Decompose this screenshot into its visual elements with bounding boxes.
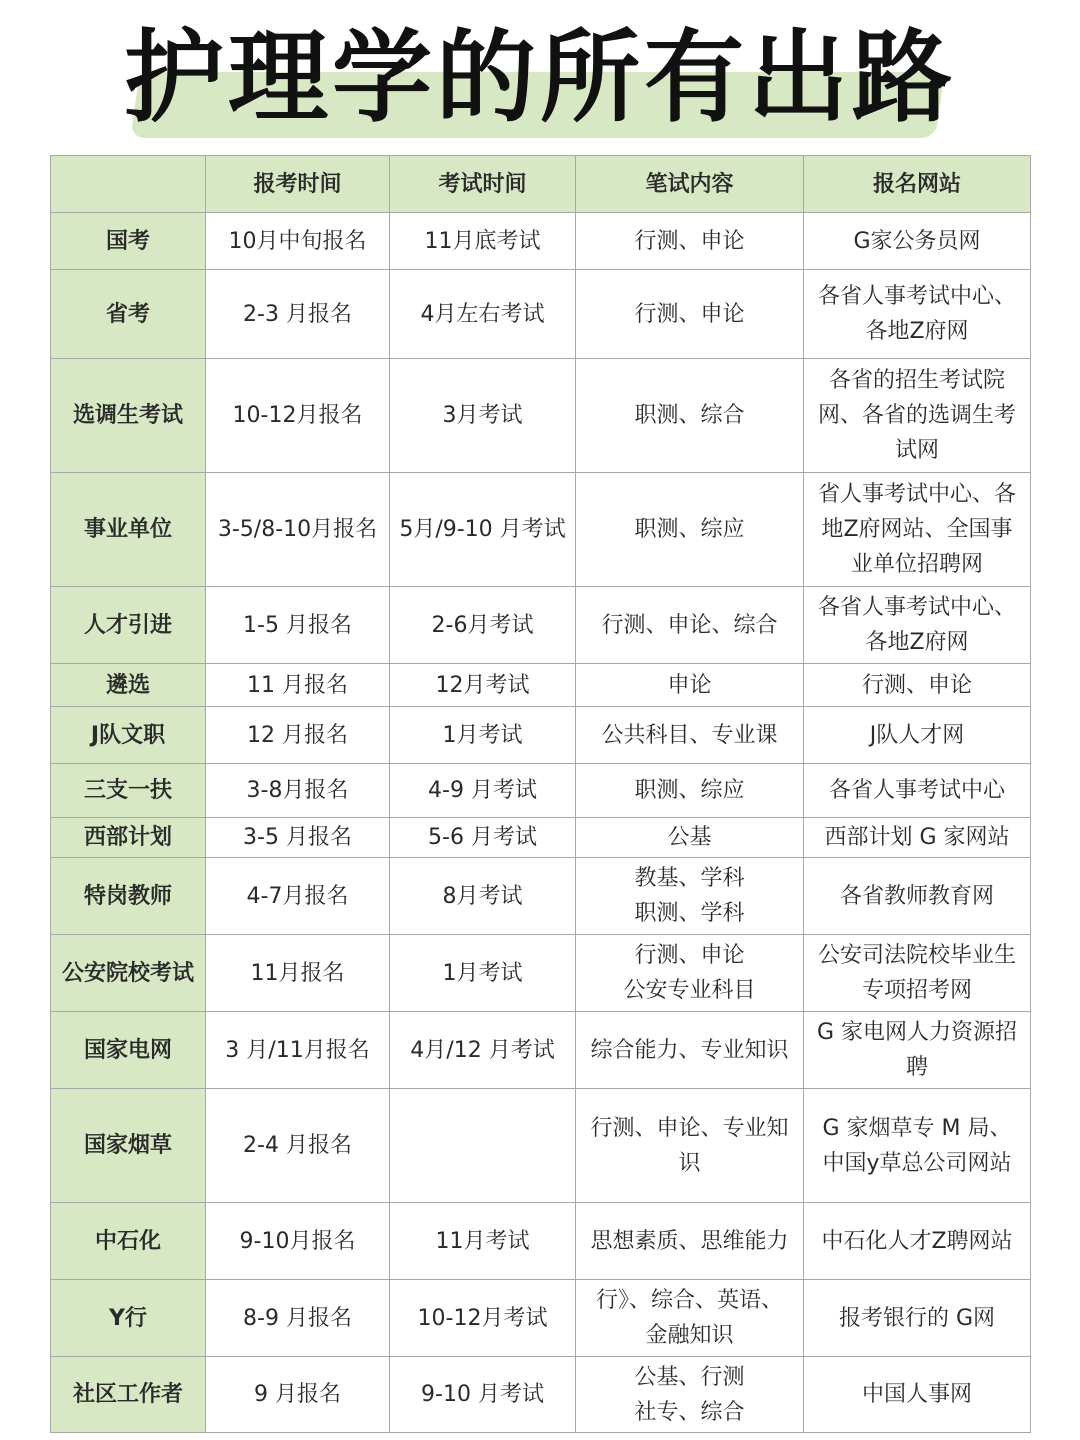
header-apply-time: 报考时间 <box>206 156 390 213</box>
apply-time-cell: 11 月报名 <box>206 664 390 707</box>
exam-content-cell <box>576 270 804 359</box>
table-row <box>51 473 1031 587</box>
exam-time-cell: 4-9 月考试 <box>390 764 576 818</box>
apply-site-cell-line: 各省人事考试中心、 <box>817 595 1016 620</box>
exam-content-cell-line: 综合能力、专业知识 <box>590 1037 789 1063</box>
apply-site-cell <box>804 1089 1031 1203</box>
career-table-container <box>50 155 1030 1433</box>
exam-content-cell <box>576 473 804 587</box>
exam-content-cell <box>576 935 804 1012</box>
exam-content-cell <box>576 858 804 935</box>
apply-site-cell-line: 中国人事网 <box>861 1382 972 1407</box>
exam-time-cell: 3月考试 <box>390 359 576 473</box>
exam-time-cell: 12月考试 <box>390 664 576 707</box>
apply-time-cell: 8-9 月报名 <box>206 1280 390 1357</box>
exam-time-cell: 5月/9-10 月考试 <box>390 473 576 587</box>
exam-content-cell-line: 行测、申论 <box>634 301 745 327</box>
exam-time-cell: 11月考试 <box>390 1203 576 1280</box>
apply-time-cell: 10月中旬报名 <box>206 213 390 270</box>
exam-content-cell <box>576 1357 804 1433</box>
apply-site-cell-line: 各地Z府网 <box>865 319 969 344</box>
apply-site-cell-line: 西部计划 G 家网站 <box>824 825 1010 850</box>
table-row <box>51 270 1031 359</box>
apply-site-cell-line: J队人才网 <box>869 722 965 748</box>
apply-site-cell-line: 专项招考网 <box>861 978 972 1003</box>
table-row <box>51 818 1031 858</box>
apply-site-cell <box>804 359 1031 473</box>
header-corner <box>51 156 206 213</box>
apply-site-cell <box>804 858 1031 935</box>
row-name: 事业单位 <box>51 473 206 587</box>
apply-site-cell-line: 各省人事考试中心、 <box>817 284 1016 309</box>
row-name: Y行 <box>51 1280 206 1357</box>
row-name: 国考 <box>51 213 206 270</box>
table-row <box>51 1089 1031 1203</box>
apply-site-cell-line: G 家烟草专 M 局、 <box>822 1115 1012 1141</box>
apply-site-cell-line: 报考银行的 G网 <box>838 1305 996 1331</box>
apply-site-cell-line: 地Z府网站、全国事 <box>821 517 1013 542</box>
exam-time-cell: 2-6月考试 <box>390 587 576 664</box>
apply-site-cell <box>804 473 1031 587</box>
table-row <box>51 587 1031 664</box>
apply-site-cell <box>804 818 1031 858</box>
exam-content-cell-line: 公安专业科目 <box>623 978 756 1003</box>
exam-content-cell-line: 公基、行测 <box>634 1364 745 1390</box>
table-body <box>51 213 1031 1433</box>
apply-site-cell-line: 公安司法院校毕业生 <box>817 943 1016 968</box>
row-name: 国家烟草 <box>51 1089 206 1203</box>
exam-time-cell: 9-10 月考试 <box>390 1357 576 1433</box>
table-row <box>51 935 1031 1012</box>
exam-content-cell <box>576 1280 804 1357</box>
table-header-row <box>51 156 1031 213</box>
row-name: 公安院校考试 <box>51 935 206 1012</box>
exam-time-cell: 10-12月考试 <box>390 1280 576 1357</box>
row-name: J队文职 <box>51 707 206 764</box>
apply-site-cell-line: 各省的招生考试院 <box>828 368 1005 393</box>
exam-content-cell <box>576 764 804 818</box>
apply-site-cell <box>804 935 1031 1012</box>
row-name: 国家电网 <box>51 1012 206 1089</box>
exam-content-cell <box>576 707 804 764</box>
row-name: 三支一扶 <box>51 764 206 818</box>
header-exam-content: 笔试内容 <box>576 156 804 213</box>
exam-content-cell-line: 行测、申论、专业知 <box>590 1115 789 1141</box>
apply-time-cell: 1-5 月报名 <box>206 587 390 664</box>
row-name: 省考 <box>51 270 206 359</box>
table-row <box>51 213 1031 270</box>
apply-time-cell: 2-3 月报名 <box>206 270 390 359</box>
exam-content-cell-line: 公基 <box>667 825 712 850</box>
apply-time-cell: 9 月报名 <box>206 1357 390 1433</box>
apply-time-cell: 3-5/8-10月报名 <box>206 473 390 587</box>
apply-site-cell <box>804 213 1031 270</box>
apply-time-cell: 12 月报名 <box>206 707 390 764</box>
apply-site-cell <box>804 1012 1031 1089</box>
exam-content-cell <box>576 1089 804 1203</box>
exam-content-cell-line: 行测、申论 <box>634 228 745 254</box>
apply-site-cell <box>804 764 1031 818</box>
exam-content-cell-line: 思想素质、思维能力 <box>590 1228 789 1254</box>
apply-time-cell: 3 月/11月报名 <box>206 1012 390 1089</box>
apply-site-cell-line: G家公务员网 <box>853 228 981 254</box>
exam-time-cell <box>390 1089 576 1203</box>
exam-time-cell: 4月左右考试 <box>390 270 576 359</box>
exam-time-cell: 11月底考试 <box>390 213 576 270</box>
table-row <box>51 1280 1031 1357</box>
exam-content-cell <box>576 213 804 270</box>
exam-content-cell-line: 识 <box>678 1150 701 1176</box>
apply-site-cell-line: 省人事考试中心、各 <box>817 482 1016 507</box>
table-row <box>51 1203 1031 1280</box>
exam-content-cell <box>576 1203 804 1280</box>
exam-content-cell-line: 申论 <box>667 672 712 698</box>
row-name: 社区工作者 <box>51 1357 206 1433</box>
apply-site-cell-line: 行测、申论 <box>861 672 972 698</box>
row-name: 西部计划 <box>51 818 206 858</box>
title-banner <box>0 0 1080 150</box>
exam-content-cell-line: 职测、综合 <box>634 403 745 428</box>
row-name: 遴选 <box>51 664 206 707</box>
exam-content-cell <box>576 359 804 473</box>
career-table <box>50 155 1031 1433</box>
exam-content-cell-line: 行测、申论、综合 <box>601 612 778 638</box>
apply-site-cell-line: 试网 <box>894 438 939 463</box>
apply-site-cell-line: 各地Z府网 <box>865 630 969 655</box>
exam-time-cell: 5-6 月考试 <box>390 818 576 858</box>
exam-content-cell-line: 教基、学科 <box>634 866 745 891</box>
apply-time-cell: 3-5 月报名 <box>206 818 390 858</box>
table-row <box>51 1357 1031 1433</box>
exam-content-cell-line: 行》、综合、英语、 <box>595 1288 783 1313</box>
exam-content-cell-line: 职测、学科 <box>634 901 745 926</box>
exam-content-cell-line: 职测、综应 <box>634 517 745 542</box>
table-row <box>51 858 1031 935</box>
apply-site-cell <box>804 664 1031 707</box>
exam-content-cell <box>576 1012 804 1089</box>
exam-content-cell-line: 金融知识 <box>645 1323 734 1348</box>
row-name: 选调生考试 <box>51 359 206 473</box>
exam-time-cell: 1月考试 <box>390 707 576 764</box>
exam-time-cell: 4月/12 月考试 <box>390 1012 576 1089</box>
apply-site-cell <box>804 1203 1031 1280</box>
table-row <box>51 359 1031 473</box>
apply-time-cell: 2-4 月报名 <box>206 1089 390 1203</box>
header-exam-time: 考试时间 <box>390 156 576 213</box>
table-row <box>51 664 1031 707</box>
apply-site-cell-line: 各省教师教育网 <box>839 883 994 909</box>
row-name: 中石化 <box>51 1203 206 1280</box>
table-row <box>51 707 1031 764</box>
apply-time-cell: 9-10月报名 <box>206 1203 390 1280</box>
apply-site-cell <box>804 587 1031 664</box>
apply-site-cell <box>804 1280 1031 1357</box>
apply-site-cell <box>804 707 1031 764</box>
exam-content-cell-line: 社专、综合 <box>634 1399 745 1425</box>
apply-site-cell-line: 业单位招聘网 <box>850 552 983 577</box>
apply-time-cell: 4-7月报名 <box>206 858 390 935</box>
table-row <box>51 764 1031 818</box>
apply-site-cell-line: 中国y草总公司网站 <box>822 1150 1012 1176</box>
exam-content-cell <box>576 818 804 858</box>
apply-site-cell-line: 聘 <box>905 1055 928 1080</box>
exam-time-cell: 8月考试 <box>390 858 576 935</box>
apply-site-cell <box>804 1357 1031 1433</box>
apply-site-cell-line: 中石化人才Z聘网站 <box>821 1228 1013 1254</box>
apply-time-cell: 11月报名 <box>206 935 390 1012</box>
apply-site-cell-line: 网、各省的选调生考 <box>817 403 1016 428</box>
apply-site-cell-line: 各省人事考试中心 <box>828 778 1005 803</box>
exam-content-cell-line: 职测、综应 <box>634 778 745 803</box>
apply-site-cell <box>804 270 1031 359</box>
exam-content-cell <box>576 587 804 664</box>
page-title: 护理学的所有出路 <box>124 19 956 136</box>
table-row <box>51 1012 1031 1089</box>
apply-time-cell: 10-12月报名 <box>206 359 390 473</box>
apply-time-cell: 3-8月报名 <box>206 764 390 818</box>
row-name: 特岗教师 <box>51 858 206 935</box>
row-name: 人才引进 <box>51 587 206 664</box>
exam-content-cell <box>576 664 804 707</box>
exam-time-cell: 1月考试 <box>390 935 576 1012</box>
exam-content-cell-line: 公共科目、专业课 <box>601 722 778 748</box>
exam-content-cell-line: 行测、申论 <box>634 943 745 968</box>
header-apply-site: 报名网站 <box>804 156 1031 213</box>
apply-site-cell-line: G 家电网人力资源招 <box>816 1020 1018 1045</box>
